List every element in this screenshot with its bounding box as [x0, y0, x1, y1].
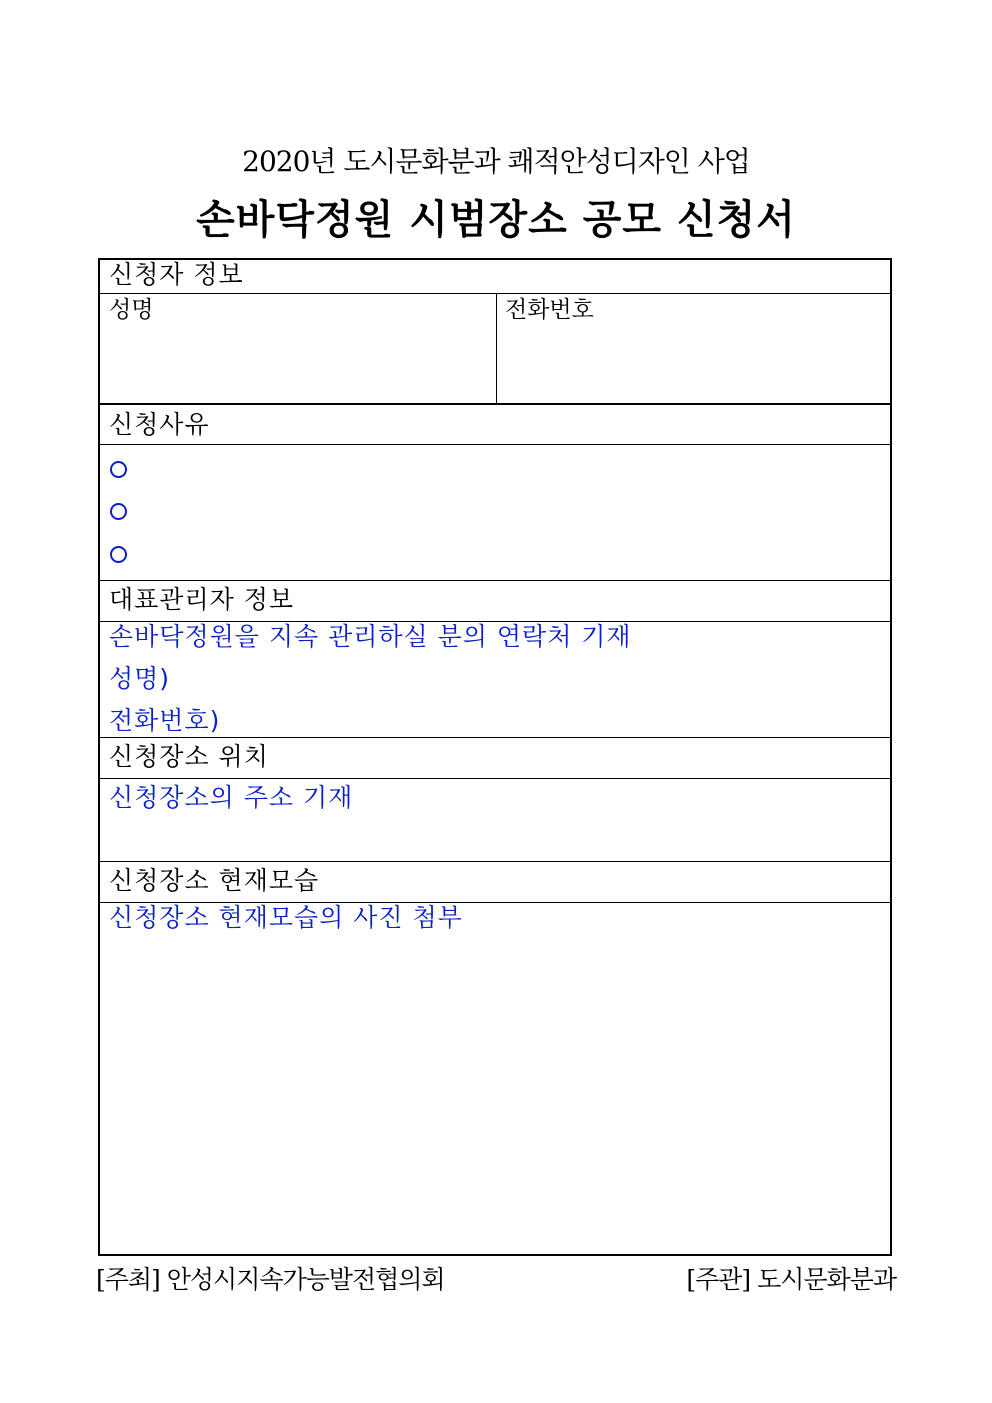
applicant-name-label: 성명 — [109, 297, 154, 323]
photo-attachment-area[interactable] — [100, 940, 890, 1254]
applicant-section-label: 신청자 정보 — [109, 260, 244, 289]
document-subtitle: 2020년 도시문화분과 쾌적안성디자인 사업 — [242, 145, 750, 178]
manager-section-label: 대표관리자 정보 — [109, 585, 294, 614]
document-title: 손바닥정원 시범장소 공모 신청서 — [196, 197, 796, 243]
manager-guide-text: 손바닥정원을 지속 관리하실 분의 연락처 기재 — [109, 622, 632, 651]
divider — [100, 778, 890, 779]
footer-organizer: [주관] 도시문화분과 — [686, 1265, 896, 1294]
applicant-phone-label: 전화번호 — [505, 297, 594, 323]
divider — [100, 293, 890, 294]
photo-section-label: 신청장소 현재모습 — [109, 866, 320, 895]
divider — [100, 861, 890, 862]
photo-guide-text[interactable]: 신청장소 현재모습의 사진 첨부 — [109, 903, 463, 932]
bullet-circle-icon — [110, 503, 127, 520]
reason-field[interactable] — [100, 445, 890, 579]
reason-section-label: 신청사유 — [109, 410, 210, 439]
divider — [100, 403, 890, 405]
applicant-name-field[interactable] — [100, 322, 496, 402]
location-section-label: 신청장소 위치 — [109, 742, 269, 771]
divider — [100, 580, 890, 581]
applicant-phone-field[interactable] — [497, 322, 890, 402]
footer-host: [주최] 안성시지속가능발전협의회 — [96, 1265, 445, 1294]
bullet-circle-icon — [110, 546, 127, 563]
location-guide-text[interactable]: 신청장소의 주소 기재 — [109, 783, 354, 812]
application-form — [98, 258, 892, 1256]
bullet-circle-icon — [110, 461, 127, 478]
manager-phone-label[interactable]: 전화번호) — [109, 706, 221, 735]
divider — [100, 737, 890, 738]
manager-name-label[interactable]: 성명) — [109, 664, 171, 693]
